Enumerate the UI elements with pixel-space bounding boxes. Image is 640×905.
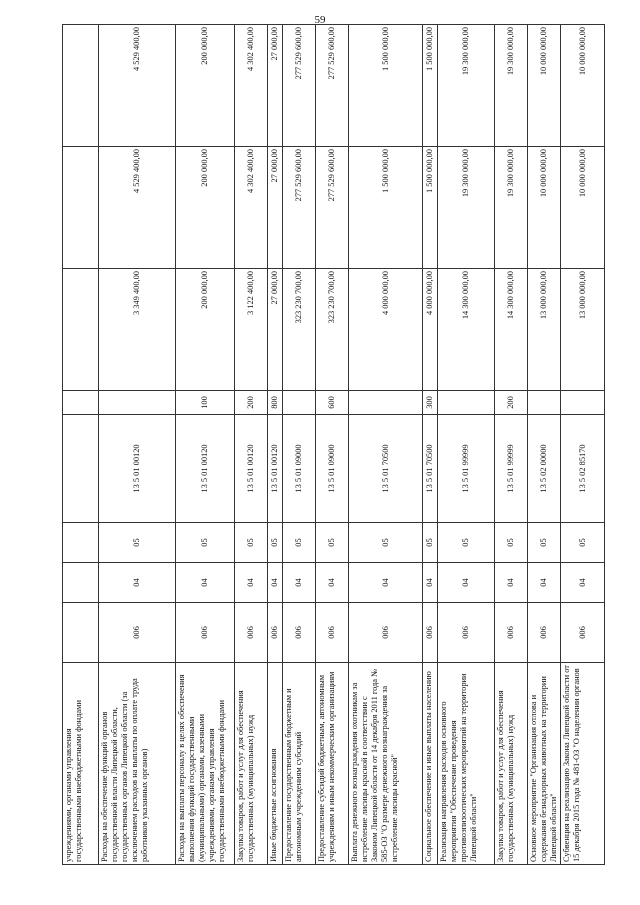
section-code-cell: 04 — [495, 563, 528, 603]
expense-type-cell — [561, 391, 605, 415]
expense-type-cell: 300 — [423, 391, 438, 415]
amount-cell: 4 529 400,00 — [99, 147, 176, 269]
target-article-cell: 13 5 01 00120 — [176, 415, 235, 523]
subsection-code-cell: 05 — [423, 523, 438, 563]
table-row — [235, 25, 268, 865]
table-row — [423, 25, 438, 865]
amount-cell: 1 500 000,00 — [423, 147, 438, 269]
expense-type-cell: 600 — [316, 391, 349, 415]
ministry-code-cell: 006 — [99, 603, 176, 663]
target-article-cell — [63, 415, 99, 523]
row-name-cell: Субвенция на реализацию Закона Липецкой области от 15 декабря 2015 года № 481-ОЗ "О наделении органов — [561, 663, 605, 865]
row-name-cell: учреждениями, органами управления государственными внебюджетными фондами — [63, 663, 99, 865]
amount-cell: 1 500 000,00 — [349, 25, 423, 147]
ministry-code-cell: 006 — [438, 603, 495, 663]
subsection-code-cell: 05 — [99, 523, 176, 563]
row-name-cell: Основное мероприятие "Организация отлова и содержания безнадзорных животных на территории Липецкой области" — [528, 663, 561, 865]
budget-table-rotated — [62, 25, 604, 865]
amount-cell: 10 000 000,00 — [528, 147, 561, 269]
expense-type-cell: 200 — [495, 391, 528, 415]
amount-cell: 19 300 000,00 — [438, 147, 495, 269]
amount-cell: 10 000 000,00 — [561, 25, 605, 147]
subsection-code-cell: 05 — [283, 523, 316, 563]
amount-cell: 1 500 000,00 — [423, 25, 438, 147]
target-article-cell: 13 5 01 00120 — [268, 415, 283, 523]
row-name-cell: Предоставление государственным бюджетным и автономным учреждениям субсидий — [283, 663, 316, 865]
budget-table — [62, 24, 605, 865]
expense-type-cell — [99, 391, 176, 415]
row-name-cell: Выплата денежного вознаграждения охотникам за истребление лисицы красной в соответствии с Законом Липецкой области от 14 декабря 2011 года № 585-ОЗ "О размере денежного вознаграждения за истребление лисицы красной" — [349, 663, 423, 865]
amount-cell: 14 300 000,00 — [438, 269, 495, 391]
expense-type-cell — [349, 391, 423, 415]
subsection-code-cell: 05 — [349, 523, 423, 563]
target-article-cell: 13 5 01 70500 — [349, 415, 423, 523]
ministry-code-cell: 006 — [316, 603, 349, 663]
section-code-cell — [63, 563, 99, 603]
amount-cell: 10 000 000,00 — [528, 25, 561, 147]
amount-cell: 323 230 700,00 — [316, 269, 349, 391]
amount-cell: 200 000,00 — [176, 269, 235, 391]
target-article-cell: 13 5 02 85170 — [561, 415, 605, 523]
expense-type-cell — [63, 391, 99, 415]
ministry-code-cell: 006 — [561, 603, 605, 663]
row-name-cell: Расходы на выплаты персоналу в целях обеспечения выполнения функций государственными (муниципальными) органами, казенными учреждениями, органами управления государственными внебюджетными фондами — [176, 663, 235, 865]
ministry-code-cell: 006 — [235, 603, 268, 663]
section-code-cell: 04 — [176, 563, 235, 603]
amount-cell: 4 302 400,00 — [235, 25, 268, 147]
subsection-code-cell: 05 — [268, 523, 283, 563]
ministry-code-cell — [63, 603, 99, 663]
target-article-cell: 13 5 01 70500 — [423, 415, 438, 523]
row-name-cell: Социальное обеспечение и иные выплаты населению — [423, 663, 438, 865]
amount-cell: 323 230 700,00 — [283, 269, 316, 391]
amount-cell: 10 000 000,00 — [561, 147, 605, 269]
ministry-code-cell: 006 — [283, 603, 316, 663]
target-article-cell: 13 5 01 09000 — [316, 415, 349, 523]
row-name-cell: Закупка товаров, работ и услуг для обеспечения государственных (муниципальных) нужд — [495, 663, 528, 865]
section-code-cell: 04 — [283, 563, 316, 603]
subsection-code-cell: 05 — [235, 523, 268, 563]
expense-type-cell — [283, 391, 316, 415]
amount-cell — [63, 147, 99, 269]
amount-cell: 4 302 400,00 — [235, 147, 268, 269]
ministry-code-cell: 006 — [528, 603, 561, 663]
table-row — [63, 25, 99, 865]
amount-cell — [63, 25, 99, 147]
row-name-cell: Закупка товаров, работ и услуг для обеспечения государственных (муниципальных) нужд — [235, 663, 268, 865]
subsection-code-cell: 05 — [528, 523, 561, 563]
ministry-code-cell: 006 — [495, 603, 528, 663]
section-code-cell: 04 — [438, 563, 495, 603]
subsection-code-cell — [63, 523, 99, 563]
table-row — [528, 25, 561, 865]
row-name-cell: Расходы на обеспечение функций органов государственной власти Липецкой области, государственных органов Липецкой области (за исключением расходов на выплаты по оплате труда работников указанных органов) — [99, 663, 176, 865]
amount-cell: 19 300 000,00 — [495, 25, 528, 147]
table-row — [349, 25, 423, 865]
subsection-code-cell: 05 — [561, 523, 605, 563]
subsection-code-cell: 05 — [316, 523, 349, 563]
section-code-cell: 04 — [268, 563, 283, 603]
amount-cell: 4 000 000,00 — [349, 269, 423, 391]
amount-cell: 277 529 600,00 — [283, 147, 316, 269]
ministry-code-cell: 006 — [349, 603, 423, 663]
section-code-cell: 04 — [235, 563, 268, 603]
target-article-cell: 13 5 02 00000 — [528, 415, 561, 523]
amount-cell: 200 000,00 — [176, 147, 235, 269]
subsection-code-cell: 05 — [495, 523, 528, 563]
subsection-code-cell: 05 — [176, 523, 235, 563]
target-article-cell: 13 5 01 00120 — [99, 415, 176, 523]
amount-cell: 13 000 000,00 — [561, 269, 605, 391]
amount-cell: 3 349 400,00 — [99, 269, 176, 391]
table-row — [283, 25, 316, 865]
table-row — [561, 25, 605, 865]
table-row — [176, 25, 235, 865]
table-row — [438, 25, 495, 865]
amount-cell: 14 300 000,00 — [495, 269, 528, 391]
section-code-cell: 04 — [528, 563, 561, 603]
amount-cell: 3 122 400,00 — [235, 269, 268, 391]
expense-type-cell: 800 — [268, 391, 283, 415]
ministry-code-cell: 006 — [176, 603, 235, 663]
section-code-cell: 04 — [99, 563, 176, 603]
amount-cell: 200 000,00 — [176, 25, 235, 147]
page-number: 59 — [314, 14, 326, 26]
row-name-cell: Иные бюджетные ассигнования — [268, 663, 283, 865]
amount-cell: 4 529 400,00 — [99, 25, 176, 147]
row-name-cell: Реализация направления расходов основного мероприятия "Обеспечение проведения противоэпизоотических мероприятий на территории Липецкой области" — [438, 663, 495, 865]
section-code-cell: 04 — [561, 563, 605, 603]
subsection-code-cell: 05 — [438, 523, 495, 563]
ministry-code-cell: 006 — [423, 603, 438, 663]
amount-cell: 19 300 000,00 — [495, 147, 528, 269]
section-code-cell: 04 — [349, 563, 423, 603]
amount-cell: 27 000,00 — [268, 147, 283, 269]
row-name-cell: Предоставление субсидий бюджетным, автономным учреждениям и иным некоммерческим организациям — [316, 663, 349, 865]
ministry-code-cell: 006 — [268, 603, 283, 663]
amount-cell: 4 000 000,00 — [423, 269, 438, 391]
target-article-cell: 13 5 01 99999 — [495, 415, 528, 523]
amount-cell: 1 500 000,00 — [349, 147, 423, 269]
table-row — [316, 25, 349, 865]
amount-cell: 13 000 000,00 — [528, 269, 561, 391]
section-code-cell: 04 — [316, 563, 349, 603]
target-article-cell: 13 5 01 00120 — [235, 415, 268, 523]
amount-cell: 27 000,00 — [268, 269, 283, 391]
expense-type-cell: 200 — [235, 391, 268, 415]
amount-cell: 277 529 600,00 — [316, 147, 349, 269]
table-row — [268, 25, 283, 865]
amount-cell: 27 000,00 — [268, 25, 283, 147]
expense-type-cell — [528, 391, 561, 415]
amount-cell — [63, 269, 99, 391]
table-row — [99, 25, 176, 865]
amount-cell: 19 300 000,00 — [438, 25, 495, 147]
expense-type-cell: 100 — [176, 391, 235, 415]
amount-cell: 277 529 600,00 — [283, 25, 316, 147]
table-row — [495, 25, 528, 865]
section-code-cell: 04 — [423, 563, 438, 603]
target-article-cell: 13 5 01 09000 — [283, 415, 316, 523]
amount-cell: 277 529 600,00 — [316, 25, 349, 147]
expense-type-cell — [438, 391, 495, 415]
target-article-cell: 13 5 01 99999 — [438, 415, 495, 523]
